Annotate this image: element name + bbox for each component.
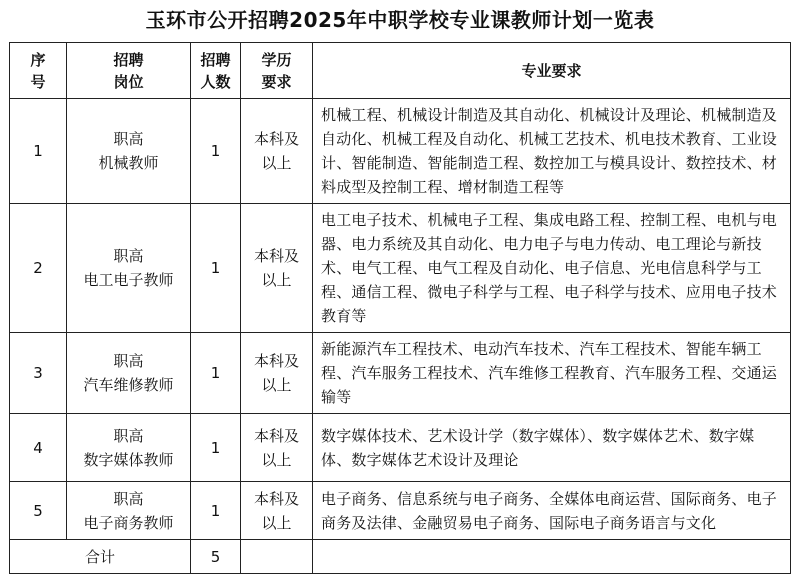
table-row: [10, 333, 791, 414]
row-count: 1: [191, 333, 241, 414]
row-post: 职高 数字媒体教师: [67, 414, 191, 482]
header-row: [10, 43, 791, 99]
row-no: 3: [10, 333, 67, 414]
total-row: [10, 540, 791, 574]
row-major: 电子商务、信息系统与电子商务、全媒体电商运营、国际商务、电子商务及法律、金融贸易电子商务、国际电子商务语言与文化: [313, 482, 791, 540]
row-count: 1: [191, 99, 241, 204]
total-label: 合计: [10, 540, 191, 574]
table-row: [10, 482, 791, 540]
row-post: 职高 汽车维修教师: [67, 333, 191, 414]
row-no: 2: [10, 204, 67, 333]
header-post: 招聘 岗位: [67, 43, 191, 99]
header-no: 序 号: [10, 43, 67, 99]
row-major: 新能源汽车工程技术、电动汽车技术、汽车工程技术、智能车辆工程、汽车服务工程技术、汽车维修工程教育、汽车服务工程、交通运输等: [313, 333, 791, 414]
row-major: 数字媒体技术、艺术设计学（数字媒体）、数字媒体艺术、数字媒体、数字媒体艺术设计及理论: [313, 414, 791, 482]
header-major: 专业要求: [313, 43, 791, 99]
header-count: 招聘 人数: [191, 43, 241, 99]
recruitment-table: [9, 42, 791, 574]
row-post: 职高 电工电子教师: [67, 204, 191, 333]
table-row: [10, 99, 791, 204]
table-row: [10, 204, 791, 333]
row-edu: 本科及 以上: [241, 99, 313, 204]
row-count: 1: [191, 204, 241, 333]
table-row: [10, 414, 791, 482]
row-edu: 本科及 以上: [241, 414, 313, 482]
row-no: 1: [10, 99, 67, 204]
row-major: 电工电子技术、机械电子工程、集成电路工程、控制工程、电机与电器、电力系统及其自动化、电力电子与电力传动、电工理论与新技术、电气工程、电气工程及自动化、电子信息、光电信息科学与工程、通信工程、微电子科学与工程、电子科学与技术、应用电子技术教育等: [313, 204, 791, 333]
row-edu: 本科及 以上: [241, 333, 313, 414]
row-no: 5: [10, 482, 67, 540]
row-count: 1: [191, 482, 241, 540]
total-empty-edu: [241, 540, 313, 574]
header-edu: 学历 要求: [241, 43, 313, 99]
row-post: 职高 机械教师: [67, 99, 191, 204]
row-no: 4: [10, 414, 67, 482]
total-empty-major: [313, 540, 791, 574]
row-major: 机械工程、机械设计制造及其自动化、机械设计及理论、机械制造及自动化、机械工程及自动化、机械工艺技术、机电技术教育、工业设计、智能制造、智能制造工程、数控加工与模具设计、数控技术、材料成型及控制工程、增材制造工程等: [313, 99, 791, 204]
row-post: 职高 电子商务教师: [67, 482, 191, 540]
row-edu: 本科及 以上: [241, 482, 313, 540]
row-count: 1: [191, 414, 241, 482]
row-edu: 本科及 以上: [241, 204, 313, 333]
total-count: 5: [191, 540, 241, 574]
page-title: 玉环市公开招聘2025年中职学校专业课教师计划一览表: [145, 8, 655, 32]
